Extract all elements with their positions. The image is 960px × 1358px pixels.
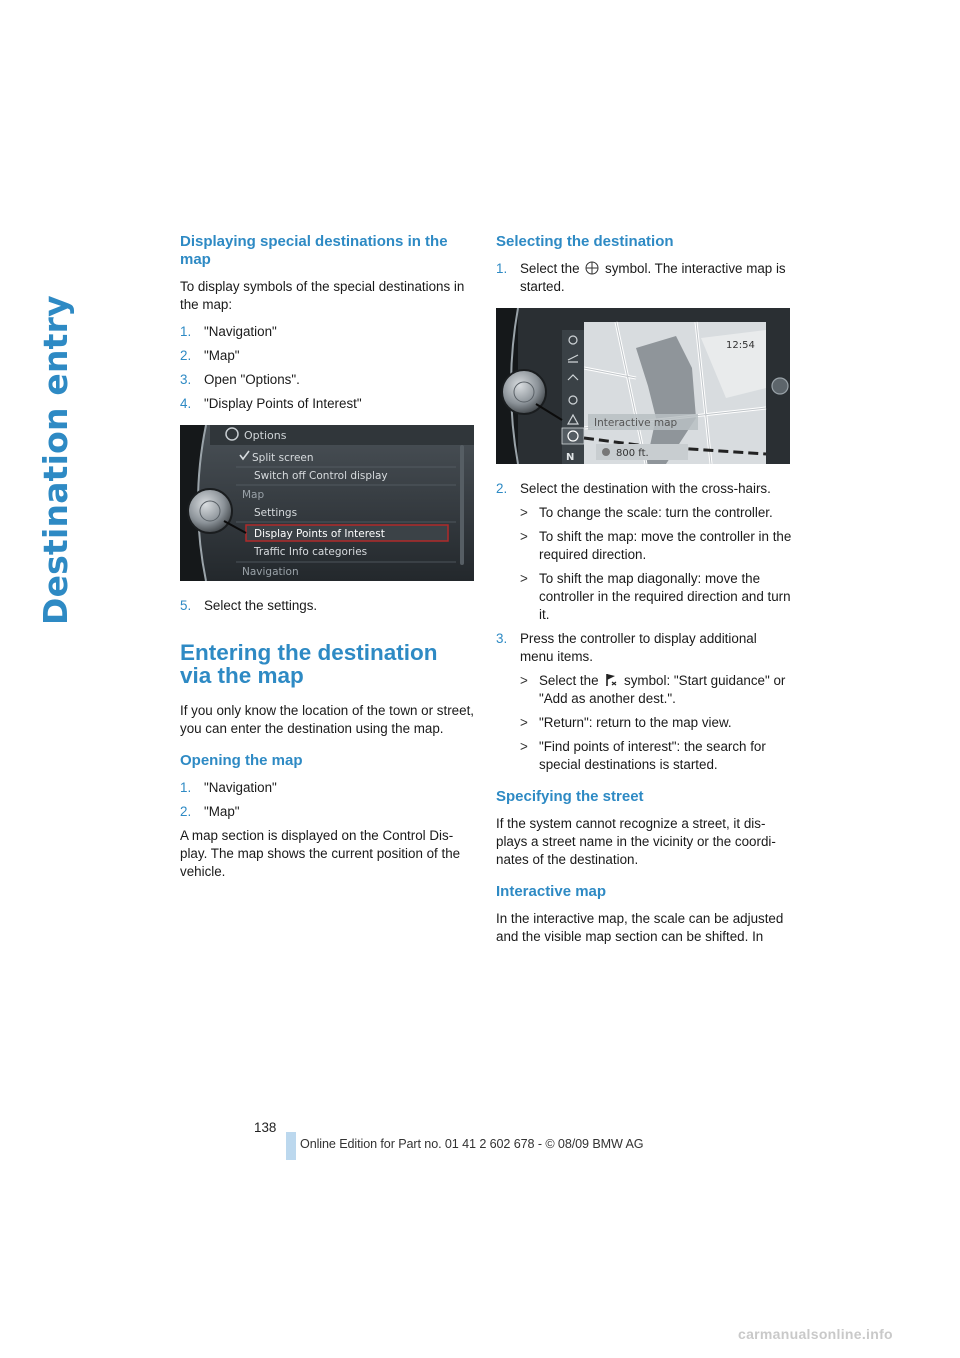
- list-item: 1. "Navigation": [180, 324, 277, 339]
- menu-title-text: Options: [244, 429, 287, 442]
- footer-accent-bar: [286, 1132, 296, 1160]
- list-item: 4. "Display Points of Interest": [180, 396, 362, 411]
- paragraph-specifying-street: If the system cannot recognize a street, it dis-plays a street name in the vicinity or the coordi-nates of the destination.: [496, 816, 776, 867]
- bullet-item: > To shift the map: move the controller in the required direction.: [520, 529, 792, 562]
- list-item: 3. Press the controller to display additional menu items.: [496, 631, 757, 664]
- map-label-text: Interactive map: [594, 417, 678, 429]
- left-column: [180, 228, 474, 890]
- list-item: 1. Select the symbol. The interactive map is started.: [496, 261, 786, 294]
- bullet-item: > Select the symbol: "Start guidance" or "Add as another dest.".: [520, 673, 786, 706]
- heading-interactive-map: Interactive map: [496, 883, 607, 900]
- menu-section-navigation: Navigation: [242, 566, 299, 578]
- heading-entering-destination-via-map: Entering the destination via the map: [180, 640, 438, 688]
- svg-text:N: N: [566, 452, 575, 463]
- paragraph-interactive-map: In the interactive map, the scale can be adjusted and the visible map section can be shifted. In: [496, 911, 784, 944]
- bullet-item: > To shift the map diagonally: move the controller in the required direction and turn it.: [520, 571, 791, 622]
- bullet-item: > "Return": return to the map view.: [520, 715, 732, 730]
- options-menu-graphic: [180, 425, 474, 581]
- map-scale-text: 800 ft.: [616, 448, 649, 459]
- bullet-item: > To change the scale: turn the controller.: [520, 505, 773, 520]
- list-item: 2. "Map": [180, 804, 240, 819]
- menu-item-display-poi: Display Points of Interest: [254, 528, 385, 540]
- section-side-title: Destination entry: [36, 295, 75, 625]
- list-item: 2. Select the destination with the cross-hairs.: [496, 481, 771, 496]
- list-item: 1. "Navigation": [180, 780, 277, 795]
- interactive-map-screenshot: [496, 308, 790, 464]
- menu-section-map: Map: [242, 489, 265, 501]
- menu-item-settings: Settings: [254, 507, 298, 519]
- list-item: 5. Select the settings.: [180, 598, 318, 613]
- paragraph-entering-destination: If you only know the location of the town or street, you can enter the destination using the map.: [180, 703, 475, 736]
- map-time: 12:54: [726, 340, 755, 351]
- heading-opening-the-map: Opening the map: [180, 752, 303, 769]
- crosshair-icon: [585, 261, 599, 275]
- list-item: 3. Open "Options".: [180, 372, 300, 387]
- footer-edition-text: Online Edition for Part no. 01 41 2 602 678 - © 08/09 BMW AG: [300, 1137, 644, 1151]
- heading-display-special-destinations: Displaying special destinations in the map: [180, 233, 448, 268]
- list-item: 2. "Map": [180, 348, 240, 363]
- menu-item-split-screen: Split screen: [252, 452, 314, 464]
- destination-flag-icon: [604, 673, 618, 687]
- menu-item-switch-off: Switch off Control display: [254, 470, 388, 482]
- paragraph-map-section: A map section is displayed on the Control Dis-play. The map shows the current position of the vehicle.: [180, 828, 461, 879]
- heading-selecting-destination: Selecting the destination: [496, 233, 674, 250]
- right-column: [496, 228, 792, 955]
- heading-specifying-street: Specifying the street: [496, 788, 644, 805]
- bullet-item: > "Find points of interest": the search for special destinations is started.: [520, 739, 766, 772]
- options-menu-screenshot: [180, 425, 474, 581]
- menu-item-traffic-info: Traffic Info categories: [254, 546, 368, 558]
- watermark-text: carmanualsonline.info: [738, 1326, 893, 1342]
- page-number: 138: [254, 1120, 277, 1135]
- intro-paragraph: To display symbols of the special destinations in the map:: [180, 279, 465, 312]
- interactive-map-graphic: [496, 308, 790, 464]
